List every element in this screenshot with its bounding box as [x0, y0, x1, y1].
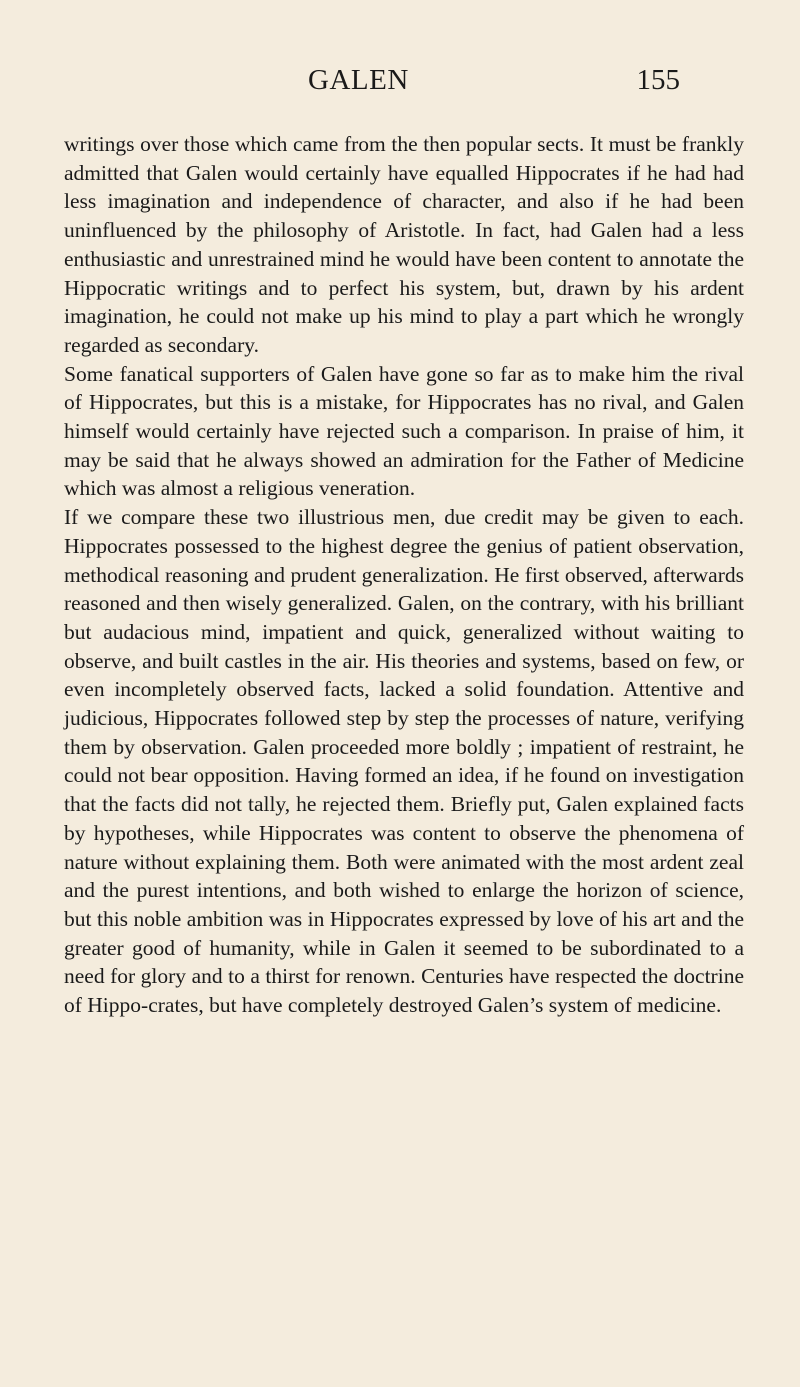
running-title: GALEN	[308, 64, 409, 96]
running-head	[0, 64, 800, 104]
page-number: 155	[636, 64, 680, 96]
paragraph: Some fanatical supporters of Galen have gone so far as to make him the rival of Hippocrates, but this is a mistake, for Hippocrates has no rival, and Galen himself would certainly have rejected such a comparison. In praise of him, it may be said that he always showed an admiration for the Father of Medicine which was almost a religious veneration.	[64, 361, 744, 501]
body-text	[64, 130, 744, 1020]
paragraph: If we compare these two illustrious men, due credit may be given to each. Hippocrates possessed to the highest degree the genius of patient observation, methodical reasoning and prudent generalization. He first observed, afterwards reasoned and then wisely generalized. Galen, on the contrary, with his brilliant but audacious mind, impatient and quick, generalized without waiting to observe, and built castles in the air. His theories and systems, based on few, or even incompletely observed facts, lacked a solid foundation. Attentive and judicious, Hippocrates followed step by step the processes of nature, verifying them by observation. Galen proceeded more boldly ; impatient of restraint, he could not bear opposition. Having formed an idea, if he found on investigation that the facts did not tally, he rejected them. Briefly put, Galen explained facts by hypotheses, while Hippocrates was content to observe the phenomena of nature without explaining them. Both were animated with the most ardent zeal and the purest intentions, and both wished to enlarge the horizon of science, but this noble ambition was in Hippocrates expressed by love of his art and the greater good of humanity, while in Galen it seemed to be subordinated to a need for glory and to a thirst for renown. Centuries have respected the doctrine of Hippo-crates, but have completely destroyed Galen’s system of medicine.	[64, 505, 744, 1018]
paragraph: writings over those which came from the then popular sects. It must be frankly admitted that Galen would certainly have equalled Hippocrates if he had had less imagination and independence of character, and also if he had been uninfluenced by the philosophy of Aristotle. In fact, had Galen had a less enthusiastic and unrestrained mind he would have been content to annotate the Hippocratic writings and to perfect his system, but, drawn by his ardent imagination, he could not make up his mind to play a part which he wrongly regarded as secondary.	[64, 132, 744, 357]
